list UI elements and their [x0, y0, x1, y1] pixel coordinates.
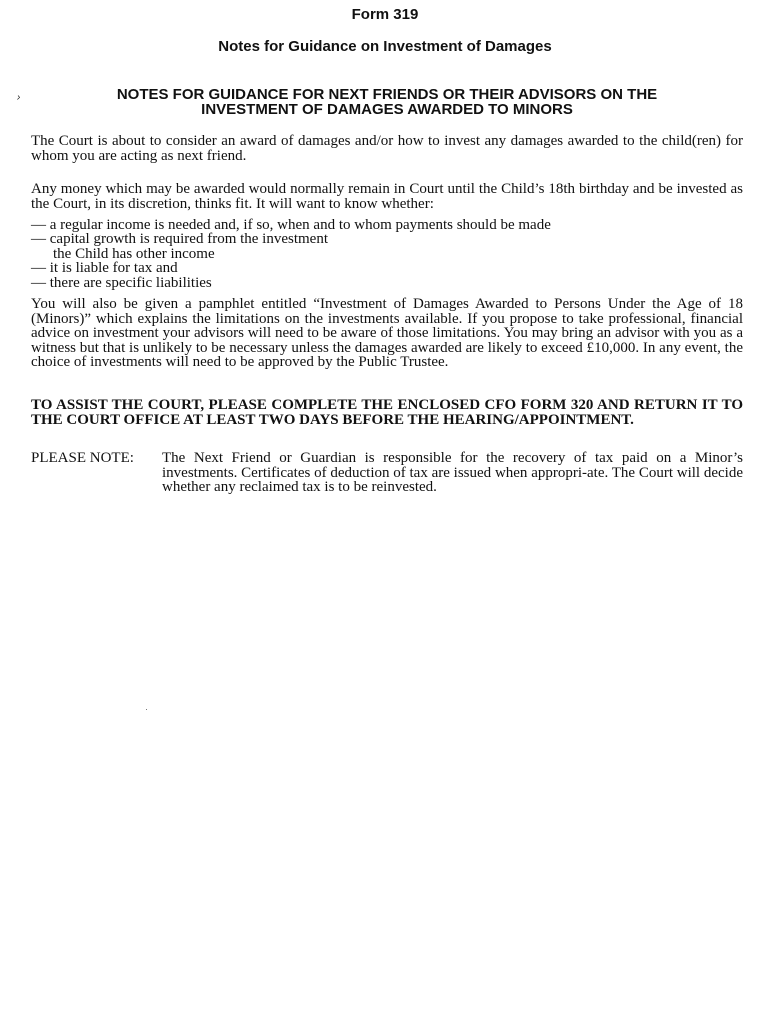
paragraph-court-consideration: The Court is about to consider an award of damages and/or how to invest any damages awarded to the child(ren) for whom you are acting as next friend. [31, 133, 743, 164]
please-note-text: The Next Friend or Guardian is responsible for the recovery of tax paid on a Minor’s investments. Certificates of deduction of tax are issued when appropri-ate. The Court will decide whether any reclaimed tax is to be reinvested. [162, 450, 743, 496]
stray-mark: › [17, 92, 21, 103]
paragraph-pamphlet: You will also be given a pamphlet entitled “Investment of Damages Awarded to Persons Under the Age of 18 (Minors)” which explains the limitations on the investments available. If you propose to take professional, financial advice on investment your advisors will need to be aware of those limitations. You may bring an advisor with you as a witness but that is unlikely to be necessary unless the damages awarded are likely to exceed £10,000. In any event, the choice of investments will need to be approved by the Public Trustee. [31, 296, 743, 371]
list-item: — a regular income is needed and, if so, when and to whom payments should be made [31, 217, 551, 233]
heading-line-2: INVESTMENT OF DAMAGES AWARDED TO MINORS [201, 101, 573, 118]
paragraph-money-held-in-court: Any money which may be awarded would normally remain in Court until the Child’s 18th birthday and be invested as the Court, in its discretion, thinks fit. It will want to know whether: [31, 181, 743, 212]
list-item: the Child has other income [53, 245, 215, 262]
list-item: — there are specific liabilities [31, 274, 212, 291]
heading-line-1: NOTES FOR GUIDANCE FOR NEXT FRIENDS OR THEIR ADVISORS ON THE [116, 86, 658, 103]
assist-notice: TO ASSIST THE COURT, PLEASE COMPLETE THE ENCLOSED CFO FORM 320 AND RETURN IT TO THE COURT OFFICE AT LEAST TWO DAYS BEFORE THE HEARING/APPOINTMENT. [31, 397, 743, 428]
document-heading [50, 87, 724, 117]
requirements-list [31, 218, 743, 290]
list-item: — it is liable for tax and [31, 260, 178, 277]
list-item: — capital growth is required from the investment [31, 231, 329, 248]
form-title: Notes for Guidance on Investment of Damages [218, 38, 552, 55]
scan-speck [146, 709, 147, 710]
form-number: Form 319 [351, 6, 419, 23]
please-note-label: PLEASE NOTE: [31, 450, 134, 466]
